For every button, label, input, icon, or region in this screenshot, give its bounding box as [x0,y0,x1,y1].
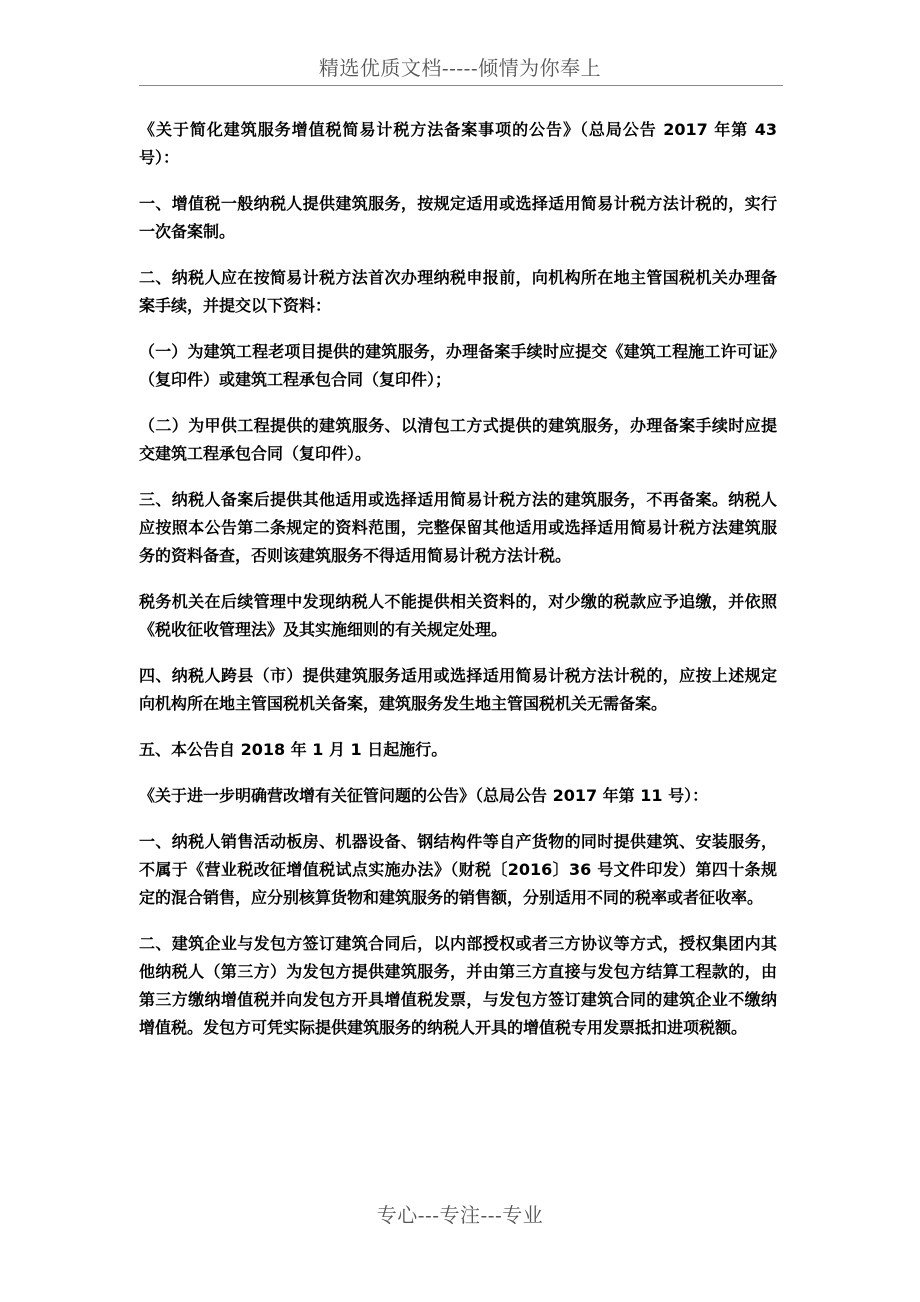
paragraph-item-2: 二、纳税人应在按简易计税方法首次办理纳税申报前，向机构所在地主管国税机关办理备案手续，并提交以下资料： [139,268,777,315]
header-divider [139,85,783,86]
paragraph-title-11: 《关于进一步明确营改增有关征管问题的公告》（总局公告 2017 年第 11 号）： [139,786,709,805]
document-body [139,116,777,1060]
paragraph-tax-authority: 税务机关在后续管理中发现纳税人不能提供相关资料的，对少缴的税款应予追缴，并依照《税收征收管理法》及其实施细则的有关规定处理。 [139,592,777,639]
paragraph-title-43: 《关于简化建筑服务增值税简易计税方法备案事项的公告》（总局公告 2017 年第 43 号）： [139,120,777,167]
paragraph-item-3: 三、纳税人备案后提供其他适用或选择适用简易计税方法的建筑服务，不再备案。纳税人应按照本公告第二条规定的资料范围，完整保留其他适用或选择适用简易计税方法建筑服务的资料备查，否则该建筑服务不得适用简易计税方法计税。 [139,490,777,565]
paragraph-notice11-item-2: 二、建筑企业与发包方签订建筑合同后，以内部授权或者三方协议等方式，授权集团内其他纳税人（第三方）为发包方提供建筑服务，并由第三方直接与发包方结算工程款的，由第三方缴纳增值税并向发包方开具增值税发票，与发包方签订建筑合同的建筑企业不缴纳增值税。发包方可凭实际提供建筑服务的纳税人开具的增值税专用发票抵扣进项税额。 [139,934,777,1037]
paragraph-item-4: 四、纳税人跨县（市）提供建筑服务适用或选择适用简易计税方法计税的，应按上述规定向机构所在地主管国税机关备案，建筑服务发生地主管国税机关无需备案。 [139,666,777,713]
paragraph-item-1: 一、增值税一般纳税人提供建筑服务，按规定适用或选择适用简易计税方法计税的，实行一次备案制。 [139,194,777,241]
paragraph-item-5: 五、本公告自 2018 年 1 月 1 日起施行。 [139,740,448,759]
page-footer: 专心---专注---专业 [376,1203,544,1227]
paragraph-subitem-1: （一）为建筑工程老项目提供的建筑服务，办理备案手续时应提交《建筑工程施工许可证》（复印件）或建筑工程承包合同（复印件）； [139,342,777,389]
paragraph-notice11-item-1: 一、纳税人销售活动板房、机器设备、钢结构件等自产货物的同时提供建筑、安装服务，不属于《营业税改征增值税试点实施办法》（财税〔2016〕36 号文件印发）第四十条规定的混合销售，应分别核算货物和建筑服务的销售额，分别适用不同的税率或者征收率。 [139,832,777,907]
paragraph-subitem-2: （二）为甲供工程提供的建筑服务、以清包工方式提供的建筑服务，办理备案手续时应提交建筑工程承包合同（复印件）。 [139,416,777,463]
page-header: 精选优质文档-----倾情为你奉上 [318,56,602,80]
